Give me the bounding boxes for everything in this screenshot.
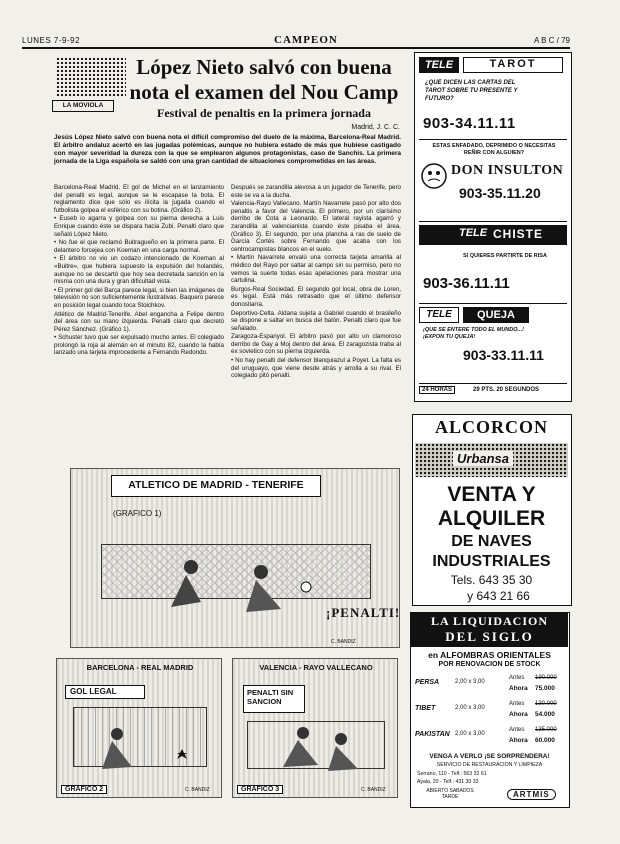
tele-hours: 24 HORAS <box>419 386 455 394</box>
alcorcon-line-3: DE NAVES <box>451 533 532 550</box>
alcorcon-ad <box>412 414 572 606</box>
insulton-text: ESTAS ENFADADO, DEPRIMIDO O NECESITAS REÑIR CON ALGUIEN? <box>432 143 556 156</box>
tele-services-ad <box>414 52 572 402</box>
alcorcon-line-2: ALQUILER <box>437 507 546 530</box>
alcorcon-tel-2: y 643 21 66 <box>467 589 530 603</box>
antes-label: Antes <box>509 701 525 707</box>
col1-paragraph: Atlético de Madrid-Tenerife. Abel engancha a Felipe dentro del área con su mano izquierda. Penalti claro que decretó Pérez Sánchez. (Gráfico 1). <box>54 310 224 333</box>
tele-price: 29 PTS. 20 SEGUNDOS <box>473 387 540 393</box>
tarot-ad <box>419 57 567 137</box>
header-date: LUNES 7-9-92 <box>22 36 81 45</box>
col1-paragraph: Barcelona-Real Madrid. El gol de Michel en el lanzamiento del penalti es legal, aunque se le escapase la bota. El reglamento dice que sólo es ilícita la jugada cuando el futbolista golpea el esférico con su botina. (Gráfico 2). <box>54 184 224 214</box>
ad-divider <box>419 139 567 140</box>
insulton-name: DON INSULTON <box>451 163 564 178</box>
headline-line-1: López Nieto salvó con buena <box>136 55 392 79</box>
ahora-label: Ahora <box>509 711 528 718</box>
chiste-brand: TELE <box>459 227 488 239</box>
carpet-price-now: 75.000 <box>535 685 555 692</box>
col2-paragraph: • No hay penalti del defensor blanquiazul a Poyet. La falta es del uruguayo, que viene desde atrás y arrolla a su rival. El colegiado pitó penalti. <box>231 357 401 380</box>
col1-paragraph: • El primer gol del Barça parece legal, si bien las imágenes de televisión no son suficientemente ilustrativas. Baquero parece en posición legal cuando toca Stoichkov. <box>54 286 224 309</box>
carpet-size: 2,00 x 3,00 <box>455 705 485 711</box>
carpet-name: PAKISTAN <box>415 731 450 738</box>
graphic-2-title: BARCELONA - REAL MADRID <box>86 663 194 672</box>
carpet-size: 2,00 x 3,00 <box>455 679 485 685</box>
carpet-price-before: 190.000 <box>535 675 557 681</box>
header-paper: A B C / 79 <box>533 36 570 45</box>
ahora-label: Ahora <box>509 685 528 692</box>
col1-paragraph: • No fue el que reclamó Buitragueño en la primera parte. El delantero forcejea con Koeman en una carga normal. <box>54 239 224 254</box>
alcorcon-tel-1: Tels. 643 35 30 <box>450 573 533 587</box>
liquidacion-title <box>411 613 568 647</box>
graphic-1-callout: ¡PENALTI! <box>326 605 401 620</box>
antes-label: Antes <box>509 675 525 681</box>
carpet-row <box>415 727 565 749</box>
col2-paragraph: Zaragoza-Espanyol. El árbitro pasó por alto un clamoroso derribo de Gay a Moj dentro del área. El zaragozista traba al ex sovietico con su pierna izquierda. <box>231 333 401 356</box>
alcorcon-line-4: INDUSTRIALES <box>432 553 551 570</box>
tarot-brand: TELE <box>419 57 459 73</box>
liquidacion-service: SERVICIO DE RESTAURACION Y LIMPIEZA <box>436 762 543 768</box>
graphic-3 <box>232 658 398 798</box>
header-rule <box>22 47 570 49</box>
graphic-2-callout: GOL LEGAL <box>65 685 145 699</box>
col2-paragraph: Deportivo-Celta. Aldana sujeta a Gabriel cuando el brasileño se dispone a saltar en busca del balón. Penalti claro que fue señalado. <box>231 309 401 332</box>
moviola-logo <box>56 57 126 97</box>
liquidacion-title-2: DEL SIGLO <box>445 629 534 644</box>
insulton-face-icon <box>419 161 449 201</box>
chiste-ad <box>419 225 567 301</box>
carpet-price-now: 60.000 <box>535 737 555 744</box>
graphic-2-credit: C. BANDIZ <box>185 787 210 793</box>
alcorcon-line-1: VENTA Y <box>447 483 536 506</box>
chiste-text: SI QUIERES PARTIRTE DE RISA <box>463 253 547 259</box>
graphic-2-players <box>87 719 197 779</box>
tarot-name: TAROT <box>463 57 563 73</box>
graphic-1-title: ATLETICO DE MADRID - TENERIFE <box>111 475 321 497</box>
carpet-row <box>415 675 565 697</box>
graphic-1 <box>70 468 400 648</box>
liquidacion-address-1: Serrano, 110 - Telf.: 563 32 61 <box>417 771 487 777</box>
insulton-phone: 903-35.11.20 <box>459 185 541 201</box>
player-figures <box>131 547 351 627</box>
carpet-size: 2,00 x 3,00 <box>455 731 485 737</box>
ad-divider <box>419 303 567 304</box>
liquidacion-open: ABIERTO SABADOS TARDE <box>426 788 474 800</box>
carpet-name: PERSA <box>415 679 440 686</box>
col2-paragraph: Valencia-Rayo Vallecano. Martín Navarrete pasó por alto dos penaltis a favor del Valencia. El primero, por un clarísimo derribo de Cota a Leonardo. El lateral rayista agarró y zarandilla al valencianista cuando éste pisaba el área. (Gráfico 3). El segundo, por una plancha a ras de suelo de García Cortés sobre Fernando que acaba con los centrocampistas blancos en el suelo. <box>231 200 401 253</box>
article-lead: Jesús López Nieto salvó con buena nota el difícil compromiso del duelo de la máxima, Barcelona-Real Madrid. El árbitro andaluz acertó en las jugadas polémicas, aunque no hubiera estado de más que hubiese castigado con mayor severidad la dureza con la que se emplearon algunos protagonistas, caso de Sanchís. La primera jornada de la Liga española se saldó con una gran cantidad de situaciones comprometidas en las áreas. <box>54 134 401 165</box>
liquidacion-ad <box>410 612 570 808</box>
subheadline: Festival de penaltis en la primera jornada <box>157 106 371 120</box>
alcorcon-brand: Urbansa <box>453 451 513 466</box>
tarot-question: ¿QUE DICEN LAS CARTAS DEL TAROT SOBRE TU PRESENTE Y FUTURO? <box>425 80 518 102</box>
graphic-1-credit: C. BANDIZ <box>331 639 356 645</box>
graphic-3-title: VALENCIA - RAYO VALLECANO <box>259 663 373 672</box>
graphic-2 <box>56 658 222 798</box>
chiste-phone: 903-36.11.11 <box>423 275 510 292</box>
graphic-3-players <box>263 719 383 779</box>
queja-phone: 903-33.11.11 <box>463 347 544 363</box>
col2-paragraph: Después se zarandilla alevosa a un jugador de Tenerife, pero este se va a la ducha. <box>231 184 401 199</box>
queja-name: QUEJA <box>463 307 529 323</box>
graphic-1-label: (GRAFICO 1) <box>113 509 162 518</box>
liquidacion-sub-1: en ALFOMBRAS ORIENTALES <box>428 650 551 660</box>
page-header <box>22 34 570 48</box>
graphic-2-label: GRAFICO 2 <box>61 785 107 794</box>
moviola-kicker: LA MOVIOLA <box>52 100 114 112</box>
liquidacion-sub-2: POR RENOVACION DE STOCK <box>438 661 541 668</box>
article-column-2 <box>231 184 401 464</box>
header-section: CAMPEON <box>274 34 338 46</box>
carpet-price-now: 54.000 <box>535 711 555 718</box>
tarot-phone: 903-34.11.11 <box>423 115 516 132</box>
chiste-name: CHISTE <box>493 227 544 241</box>
liquidacion-title-1: LA LIQUIDACION <box>430 614 549 628</box>
graphic-3-callout: PENALTI SIN SANCION <box>243 685 305 713</box>
queja-text: ¡QUE SE ENTERE TODO EL MUNDO...! ¡EXPON TU QUEJA! <box>423 327 524 340</box>
liquidacion-cta: VENGA A VERLO ¡SE SORPRENDERA! <box>429 753 550 760</box>
carpet-row <box>415 701 565 723</box>
graphic-3-label: GRAFICO 3 <box>237 785 283 794</box>
alcorcon-title: ALCORCON <box>434 417 548 437</box>
dateline: Madrid, J. C. C. <box>351 124 400 131</box>
col2-paragraph: Burgos-Real Sociedad. El segundo gol local, obra de Loren, es legal. Está más retrasado que el último defensor donostiarra. <box>231 285 401 308</box>
queja-brand: TELE <box>419 307 459 323</box>
headline-line-2: nota el examen del Nou Camp <box>129 80 399 104</box>
carpet-price-before: 130.000 <box>535 701 557 707</box>
graphic-3-credit: C. BANDIZ <box>361 787 386 793</box>
tele-footer <box>419 383 567 397</box>
col1-paragraph: • Euseb io agarra y golpea con su pierna derecha a Luis Enrique cuando éste se dispara hacia Zubi. Penalti claro que señaló López Nieto. <box>54 215 224 238</box>
ahora-label: Ahora <box>509 737 528 744</box>
insulton-ad <box>419 143 567 219</box>
col2-paragraph: • Martín Navarrete envalú una correcta tarjeta amarilla al médico del Rayo por saltar al campo sin su permiso, pero no vemos la suerte todas esas apelaciones para mostrar una cartulina. <box>231 254 401 285</box>
ad-divider <box>419 221 567 222</box>
artmis-logo: ARTMIS <box>507 789 556 800</box>
queja-ad <box>419 307 567 381</box>
carpet-name: TIBET <box>415 705 436 712</box>
carpet-price-before: 135.000 <box>535 727 557 733</box>
col1-paragraph: • El árbitro no vio un codazo intencionado de Koeman al «Buitre», que hubiera supuesto la expulsión del holandés, aunque no se descartó que hoy sea decretada sanción en la misma con una dura y gran dificultad vista. <box>54 255 224 286</box>
col1-paragraph: • Schuster tuvo que ser expulsado mucho antes. El colegiado prolongó la roja al alemán en el minuto 82, cuando la había lanzado una tarjeta improcedente a Fernando Redondo. <box>54 334 224 357</box>
antes-label: Antes <box>509 727 525 733</box>
article-column-1 <box>54 184 224 464</box>
liquidacion-address-2: Ayala, 20 - Telf.: 431 30 33 <box>417 779 479 785</box>
